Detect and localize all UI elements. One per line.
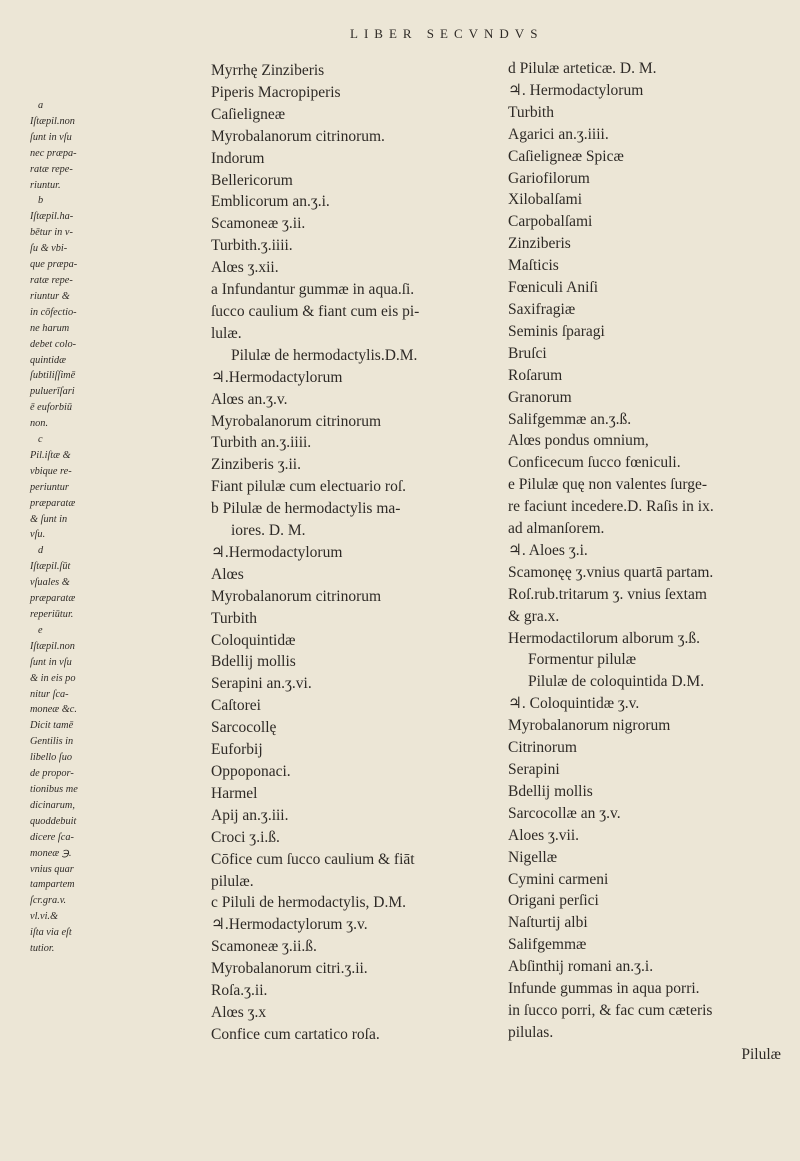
margin-note-line: ſubtiliſſimē <box>30 370 76 382</box>
recipe-line-right: Conficecum ſucco fœniculi. <box>508 454 681 472</box>
recipe-line-right: Carpobalſami <box>508 213 593 231</box>
margin-note-line: ſunt in vſu <box>30 656 72 668</box>
margin-note-line: riuntur & <box>30 290 70 302</box>
recipe-line-left: b Pilulæ de hermodactylis ma- <box>211 500 401 518</box>
recipe-line-right: Salifgemmæ <box>508 936 587 954</box>
recipe-line-right: Alœs pondus omnium, <box>508 432 649 450</box>
recipe-line-right: Salifgemmæ an.ʒ.ß. <box>508 410 632 428</box>
recipe-line-right: Saxifragiæ <box>508 300 576 318</box>
margin-note-line: dicere ſca- <box>30 831 74 843</box>
margin-note-line: moneæ ℈. <box>30 847 72 859</box>
margin-note-line: que præpa- <box>30 259 78 271</box>
recipe-line-left: Turbith.ʒ.iiii. <box>211 237 293 255</box>
column-left <box>211 60 491 1046</box>
recipe-line-left: pilulæ. <box>211 872 254 890</box>
recipe-line-left: Confice cum cartatico roſa. <box>211 1025 380 1043</box>
margin-note-line: bētur in v- <box>30 227 73 239</box>
recipe-line-right: re faciunt incedere.D. Raſis in ix. <box>508 498 714 516</box>
recipe-line-left: Pilulæ de hermodactylis.D.M. <box>231 346 418 364</box>
margin-note-line: ē euforbiū <box>30 402 73 414</box>
recipe-line-left: Myrobalanorum citri.ʒ.ii. <box>211 960 368 978</box>
recipe-line-right: Bruſci <box>508 344 547 362</box>
recipe-line-right: Zinziberis <box>508 235 571 253</box>
margin-note-line: Gentilis in <box>30 736 74 748</box>
recipe-line-left: ♃.Hermodactylorum <box>211 543 343 561</box>
margin-note-line: dicinarum, <box>30 799 75 811</box>
recipe-line-right: d Pilulæ arteticæ. D. M. <box>508 60 657 77</box>
recipe-line-left: Croci ʒ.i.ß. <box>211 828 280 846</box>
margin-note-line: debet colo- <box>30 338 77 350</box>
recipe-line-left: ♃.Hermodactylorum <box>211 368 343 386</box>
margin-note-line: & in eis po <box>30 672 76 684</box>
margin-note-line: quoddebuit <box>30 815 77 827</box>
recipe-line-left: Scamoneæ ʒ.ii.ß. <box>211 938 317 956</box>
recipe-line-left: Alœs ʒ.xii. <box>211 259 279 277</box>
margin-note-line: Iſtæpil.non <box>30 115 75 127</box>
recipe-line-right: Agarici an.ʒ.iiii. <box>508 125 609 143</box>
margin-note-line: vl.vi.& <box>30 911 59 923</box>
margin-note-line: ſu & vbi- <box>30 243 68 255</box>
column-right <box>508 58 793 1066</box>
margin-note-line: d <box>38 545 44 557</box>
recipe-line-left: Roſa.ʒ.ii. <box>211 982 268 1000</box>
recipe-line-right: & gra.x. <box>508 607 560 625</box>
margin-note-line: Dicit tamē <box>30 720 74 732</box>
recipe-line-right: Serapini <box>508 761 560 778</box>
recipe-line-right: Turbith <box>508 103 554 121</box>
recipe-line-right: Roſ.rub.tritarum ʒ. vnius ſextam <box>508 585 707 603</box>
recipe-line-left: Myrobalanorum citrinorum <box>211 587 382 605</box>
margin-note-line: vſu. <box>30 529 46 541</box>
recipe-line-left: lulæ. <box>211 324 242 342</box>
recipe-line-left: ſucco caulium & fiant cum eis pi- <box>211 302 420 320</box>
recipe-line-left: Euforbij <box>211 741 263 759</box>
recipe-line-right: Caſieligneæ Spicæ <box>508 147 624 165</box>
margin-note-line: moneæ &c. <box>30 704 77 716</box>
recipe-line-right: Fœniculi Aniſi <box>508 279 598 297</box>
margin-note-line: reperiūtur. <box>30 609 74 620</box>
recipe-line-left: Sarcocollę <box>211 719 277 737</box>
recipe-line-right: Hermodactilorum alborum ʒ.ß. <box>508 629 700 647</box>
recipe-line-left: Piperis Macropiperis <box>211 83 341 101</box>
margin-note-line: tionibus me <box>30 783 78 795</box>
margin-note-line: b <box>38 195 44 207</box>
recipe-line-right: Myrobalanorum nigrorum <box>508 717 671 735</box>
recipe-line-right: Granorum <box>508 388 572 406</box>
recipe-line-right: Seminis ſparagi <box>508 322 605 340</box>
recipe-line-left: Coloquintidæ <box>211 631 296 649</box>
margin-note-line: de propor- <box>30 768 74 780</box>
recipe-line-right: e Pilulæ quę non valentes ſurge- <box>508 476 708 494</box>
margin-note-line: a <box>38 100 44 111</box>
margin-note-line: Iſtæpil.non <box>30 640 75 652</box>
recipe-line-right: Origani perſici <box>508 892 599 910</box>
recipe-line-right: ad almanſorem. <box>508 520 605 538</box>
recipe-line-left: Serapini an.ʒ.vi. <box>211 675 312 693</box>
recipe-line-left: Bellericorum <box>211 171 293 189</box>
margin-note-line: ratæ repe- <box>30 274 73 286</box>
margin-note-line: riuntur. <box>30 179 61 191</box>
recipe-line-right: ♃. Aloes ʒ.i. <box>508 541 588 559</box>
recipe-line-left: Scamoneæ ʒ.ii. <box>211 215 306 233</box>
margin-note-line: quintidæ <box>30 354 67 366</box>
recipe-line-right: Xilobalſami <box>508 191 583 209</box>
recipe-line-left: iores. D. M. <box>231 522 306 540</box>
recipe-line-left: Emblicorum an.ʒ.i. <box>211 193 330 211</box>
margin-note-line: tutior. <box>30 943 55 955</box>
recipe-line-right: Citrinorum <box>508 739 577 757</box>
recipe-line-left: Apij an.ʒ.iii. <box>211 806 289 824</box>
recipe-line-right: Maſticis <box>508 257 559 275</box>
recipe-line-right: ♃. Hermodactylorum <box>508 81 644 99</box>
margin-note-line: iſta via eſt <box>30 927 72 939</box>
running-header: LIBER SECVNDVS <box>350 26 544 41</box>
margin-note-line: & ſunt in <box>30 513 68 525</box>
margin-note-line: vſuales & <box>30 577 70 589</box>
recipe-line-right: Nigellæ <box>508 848 558 866</box>
recipe-line-left: Caſieligneæ <box>211 105 286 123</box>
margin-note-line: non. <box>30 418 49 430</box>
recipe-line-left: Oppoponaci. <box>211 763 291 780</box>
recipe-line-left: ♃.Hermodactylorum ʒ.v. <box>211 916 368 934</box>
recipe-line-right: Pilulæ <box>741 1045 781 1063</box>
margin-note-line: ne harum <box>30 322 70 334</box>
recipe-line-right: Aloes ʒ.vii. <box>508 826 580 844</box>
recipe-line-left: Bdellij mollis <box>211 653 296 671</box>
margin-note-line: nitur ſca- <box>30 688 69 700</box>
recipe-line-right: Roſarum <box>508 366 563 384</box>
recipe-line-right: Cymini carmeni <box>508 870 609 888</box>
recipe-line-left: Turbith an.ʒ.iiii. <box>211 434 312 452</box>
margin-note-line: vnius quar <box>30 863 74 875</box>
recipe-line-right: Formentur pilulæ <box>528 651 637 669</box>
recipe-line-left: Alœs <box>211 565 244 583</box>
margin-note-line: nec præpa- <box>30 147 77 159</box>
margin-note-line: præparatæ <box>30 497 76 509</box>
recipe-line-left: Indorum <box>211 149 265 167</box>
recipe-line-right: pilulas. <box>508 1023 554 1041</box>
recipe-line-left: Harmel <box>211 784 258 802</box>
recipe-line-left: Alœs an.ʒ.v. <box>211 390 288 408</box>
recipe-line-left: Zinziberis ʒ.ii. <box>211 456 301 474</box>
margin-note-line: libello ſuo <box>30 752 73 764</box>
recipe-line-right: Infunde gummas in aqua porri. <box>508 980 700 998</box>
recipe-line-left: c Piluli de hermodactylis, D.M. <box>211 894 407 912</box>
recipe-line-left: Cōfice cum ſucco caulium & fiāt <box>211 850 415 868</box>
margin-note-line: in cōfectio- <box>30 306 77 318</box>
margin-note-line: Iſtæpil.ſūt <box>30 561 71 573</box>
recipe-line-right: ♃. Coloquintidæ ʒ.v. <box>508 695 640 713</box>
margin-note-line: ratæ repe- <box>30 163 73 175</box>
margin-notes <box>30 98 102 957</box>
recipe-line-right: Gariofilorum <box>508 169 590 187</box>
recipe-line-left: Caſtorei <box>211 697 261 715</box>
margin-note-line: periuntur <box>30 481 69 493</box>
recipe-line-left: Myrrhę Zinziberis <box>211 62 325 79</box>
recipe-line-right: in ſucco porri, & fac cum cæteris <box>508 1001 713 1019</box>
recipe-line-right: Abſinthij romani an.ʒ.i. <box>508 958 654 976</box>
margin-note-line: ſunt in vſu <box>30 131 72 143</box>
recipe-line-left: Fiant pilulæ cum electuario roſ. <box>211 478 406 496</box>
recipe-line-right: Sarcocollæ an ʒ.v. <box>508 804 621 822</box>
recipe-line-right: Pilulæ de coloquintida D.M. <box>528 673 705 691</box>
margin-note-line: tampartem <box>30 879 75 891</box>
margin-note-line: Pil.iſtæ & <box>30 449 71 461</box>
margin-note-line: ſcr.gra.v. <box>30 895 67 907</box>
margin-note-line: præparatæ <box>30 593 76 605</box>
recipe-line-right: Bdellij mollis <box>508 782 593 800</box>
recipe-line-right: Scamonęę ʒ.vnius quartā partam. <box>508 563 714 581</box>
margin-note-line: e <box>38 624 43 636</box>
margin-note-line: Iſtæpil.ha- <box>30 211 74 223</box>
margin-note-line: c <box>38 434 43 446</box>
recipe-line-left: a Infundantur gummæ in aqua.ſi. <box>211 281 415 299</box>
margin-note-line: puluerīſari <box>30 386 75 398</box>
margin-note-line: vbique re- <box>30 465 72 477</box>
recipe-line-left: Myrobalanorum citrinorum <box>211 412 382 430</box>
recipe-line-right: Naſturtij albi <box>508 914 588 932</box>
recipe-line-left: Myrobalanorum citrinorum. <box>211 127 385 145</box>
recipe-line-left: Turbith <box>211 609 257 627</box>
recipe-line-left: Alœs ʒ.x <box>211 1003 267 1021</box>
